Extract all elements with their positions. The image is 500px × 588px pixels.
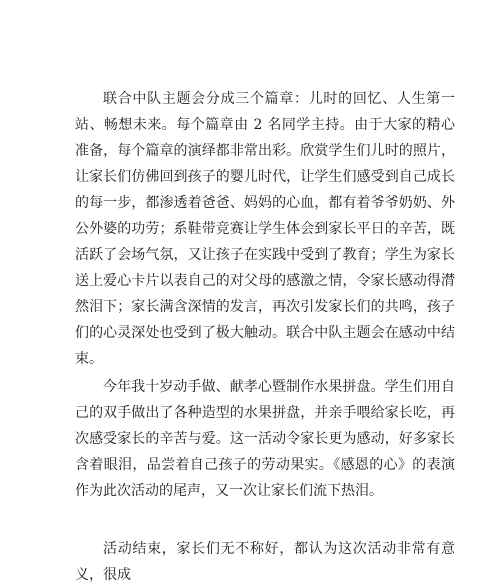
paragraph-conclusion: 活动结束，家长们无不称好，都认为这次活动非常有意义，很成 (75, 541, 455, 583)
paragraph-main-event: 联合中队主题会分成三个篇章：儿时的回忆、人生第一站、畅想未来。每个篇章由 2 名同学主持。由于大家的精心准备，每个篇章的演绎都非常出彩。欣赏学生们儿时的照片，让家长们仿佛回到孩子的婴儿时代，让学生们感受到自己成长的每一步，都渗透着爸爸、妈妈的心血，都有着爷爷奶奶、外公外婆的功劳；系鞋带竞赛让学生体会到家长平日的辛苦，既活跃了会场气氛，又让孩子在实践中受到了教育；学生为家长送上爱心卡片以表自己的对父母的感激之情，令家长感动得潸然泪下；家长满含深情的发言，再次引发家长们的共鸣，孩子们的心灵深处也受到了极大触动。联合中队主题会在感动中结束。 (75, 91, 455, 367)
paragraph-fruit-platter: 今年我十岁动手做、献孝心暨制作水果拼盘。学生们用自己的双手做出了各种造型的水果拼盘，并亲手喂给家长吃，再次感受家长的辛苦与爱。这一活动令家长更为感动，好多家长含着眼泪，品尝着自己孩子的劳动果实。《感恩的心》的表演作为此次活动的尾声，又一次让家长们流下热泪。 (75, 379, 455, 499)
